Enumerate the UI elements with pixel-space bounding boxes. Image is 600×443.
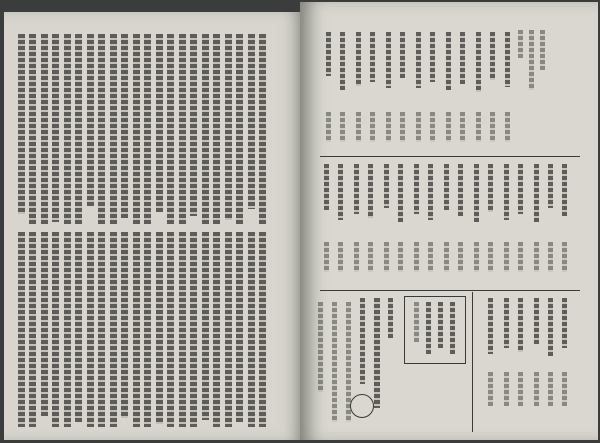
publisher-divider [472,292,473,432]
left-page [4,12,304,440]
section-divider-top [320,156,580,157]
right-page [300,2,598,440]
section-divider-middle [320,290,580,291]
publisher-seal-icon [350,394,374,418]
